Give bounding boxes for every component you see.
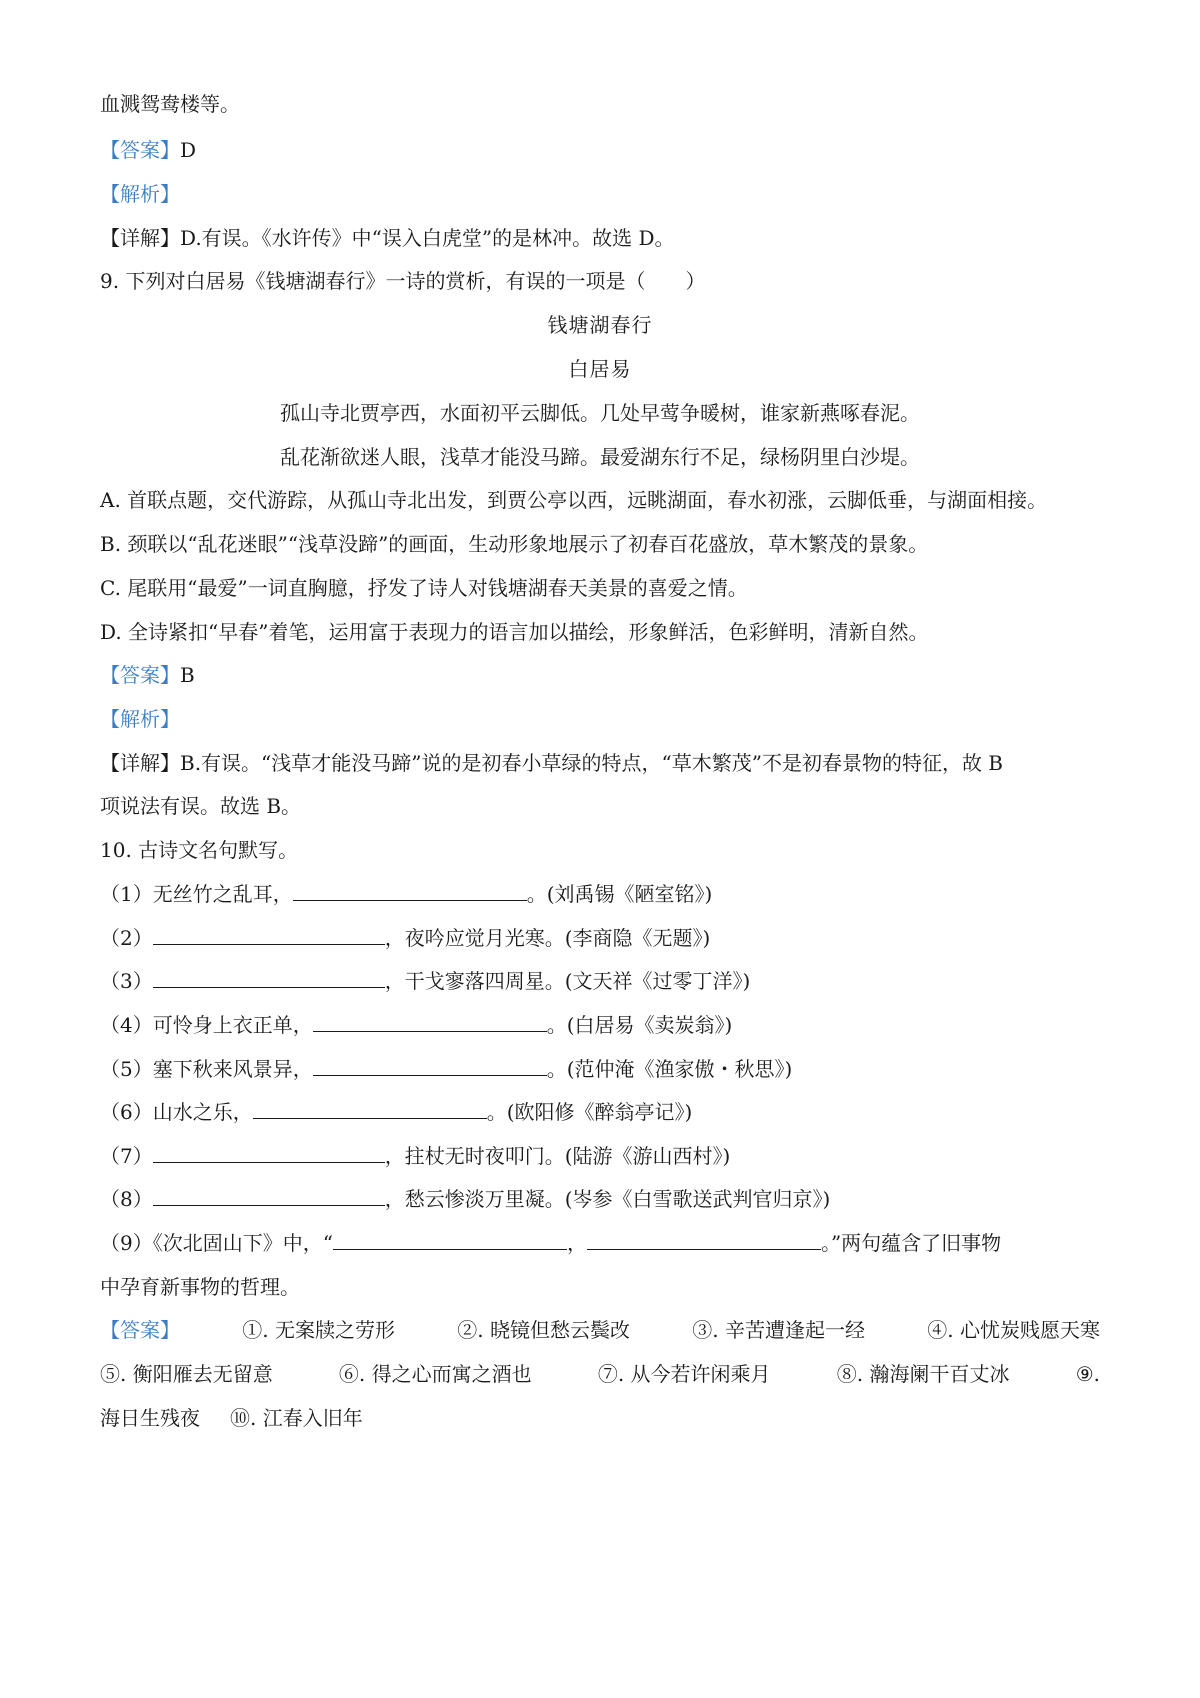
answer-item: ①. 无案牍之劳形 (242, 1318, 395, 1342)
answer-item: ③. 辛苦遭逢起一经 (692, 1318, 865, 1342)
answer-value: B (180, 663, 195, 687)
poem-line-1: 孤山寺北贾亭西，水面初平云脚低。几处早莺争暖树，谁家新燕啄春泥。 (280, 401, 920, 425)
item-prefix: （7） (100, 1144, 153, 1168)
item-suffix: ，愁云惨淡万里凝。(岑参《白雪歌送武判官归京》) (384, 1187, 831, 1211)
item-prefix: （8） (100, 1187, 153, 1211)
answer-blank[interactable] (153, 924, 385, 945)
q10-stem: 10. 古诗文名句默写。 (100, 838, 299, 862)
answer-label: 【答案】 (100, 663, 180, 687)
poem-author: 白居易 (568, 357, 632, 381)
answer-value: D (180, 138, 197, 162)
item-prefix: （9）《次北固山下》中，“ (100, 1231, 333, 1255)
q10-item-6 (100, 1098, 692, 1126)
poem-line-2: 乱花渐欲迷人眼，浅草才能没马蹄。最爱湖东行不足，绿杨阴里白沙堤。 (280, 445, 920, 469)
q8-tail-text: 血溅鸳鸯楼等。 (100, 92, 240, 116)
item-prefix: （5）塞下秋来风景异， (100, 1057, 313, 1081)
item-prefix: （4）可怜身上衣正单， (100, 1013, 313, 1037)
q9-analysis-label: 【解析】 (100, 707, 180, 731)
q10-answer-row-3 (100, 1404, 363, 1432)
answer-blank[interactable] (313, 1055, 547, 1076)
answer-item: ②. 晓镜但愁云鬓改 (457, 1318, 630, 1342)
q8-analysis-label: 【解析】 (100, 182, 180, 206)
q10-item-2 (100, 924, 710, 952)
item-suffix: ，干戈寥落四周星。(文天祥《过零丁洋》) (384, 969, 751, 993)
item-prefix: （1）无丝竹之乱耳， (100, 882, 293, 906)
answer-blank[interactable] (153, 1185, 385, 1206)
q10-answer-row-1 (100, 1316, 1100, 1344)
answer-item: ⑤. 衡阳雁去无留意 (100, 1362, 273, 1386)
item-prefix: （3） (100, 969, 153, 993)
item-suffix: 。(欧阳修《醉翁亭记》) (486, 1100, 693, 1124)
q8-answer (100, 136, 196, 164)
q10-answer-row-2 (100, 1360, 1100, 1388)
q10-item-9-continued: 中孕育新事物的哲理。 (100, 1275, 300, 1299)
q10-item-4 (100, 1011, 732, 1039)
q10-item-1 (100, 880, 712, 908)
q10-item-3 (100, 967, 750, 995)
item-prefix: （6）山水之乐， (100, 1100, 253, 1124)
q9-option-c: C. 尾联用“最爱”一词直胸臆，抒发了诗人对钱塘湖春天美景的喜爱之情。 (100, 576, 748, 600)
q10-item-7 (100, 1142, 730, 1170)
q9-option-d: D. 全诗紧扣“早春”着笔，运用富于表现力的语言加以描绘，形象鲜活，色彩鲜明，清新自然。 (100, 620, 929, 644)
q9-stem: 9. 下列对白居易《钱塘湖春行》一诗的赏析，有误的一项是（ ） (100, 269, 706, 293)
q10-item-9 (100, 1229, 1001, 1257)
answer-label: 【答案】 (100, 1318, 180, 1342)
answer-blank[interactable] (293, 880, 527, 901)
answer-blank[interactable] (587, 1229, 821, 1250)
q10-item-8 (100, 1185, 830, 1213)
item-suffix: ，拄杖无时夜叩门。(陆游《游山西村》) (384, 1144, 731, 1168)
q9-detail-line-1: 【详解】B.有误。“浅草才能没马蹄”说的是初春小草绿的特点，“草木繁茂”不是初春景物的特征，故 B (100, 751, 1004, 775)
answer-item: ⑦. 从今若许闲乘月 (597, 1362, 771, 1386)
q10-item-5 (100, 1055, 792, 1083)
poem-title: 钱塘湖春行 (547, 313, 653, 337)
item-separator: ， (566, 1231, 587, 1255)
answer-blank[interactable] (153, 967, 385, 988)
q8-detail: 【详解】D.有误。《水许传》中“误入白虎堂”的是林冲。故选 D。 (100, 226, 675, 250)
answer-blank[interactable] (313, 1011, 547, 1032)
item-prefix: （2） (100, 926, 153, 950)
answer-item: ⑨. (1075, 1362, 1100, 1386)
answer-item: ⑩. 江春入旧年 (230, 1406, 363, 1430)
q9-option-a: A. 首联点题，交代游踪，从孤山寺北出发，到贾公亭以西，远眺湖面，春水初涨，云脚低垂，与湖面相接。 (100, 488, 1048, 512)
q9-answer (100, 661, 195, 689)
answer-blank[interactable] (153, 1142, 385, 1163)
q9-option-b: B. 颈联以“乱花迷眼”“浅草没蹄”的画面，生动形象地展示了初春百花盛放，草木繁茂的景象。 (100, 532, 929, 556)
item-suffix: 。”两句蕴含了旧事物 (820, 1231, 1002, 1255)
answer-item: 海日生残夜 (100, 1406, 200, 1430)
q9-detail-line-2: 项说法有误。故选 B。 (100, 794, 302, 818)
item-suffix: 。(白居易《卖炭翁》) (546, 1013, 733, 1037)
answer-item: ⑥. 得之心而寓之酒也 (338, 1362, 532, 1386)
item-suffix: 。(刘禹锡《陋室铭》) (526, 882, 713, 906)
answer-item: ④. 心忧炭贱愿天寒 (927, 1318, 1100, 1342)
answer-blank[interactable] (333, 1229, 567, 1250)
item-suffix: 。(范仲淹《渔家傲・秋思》) (546, 1057, 793, 1081)
answer-blank[interactable] (253, 1098, 487, 1119)
answer-label: 【答案】 (100, 138, 180, 162)
answer-item: ⑧. 瀚海阑干百丈冰 (836, 1362, 1010, 1386)
item-suffix: ，夜吟应觉月光寒。(李商隐《无题》) (384, 926, 711, 950)
